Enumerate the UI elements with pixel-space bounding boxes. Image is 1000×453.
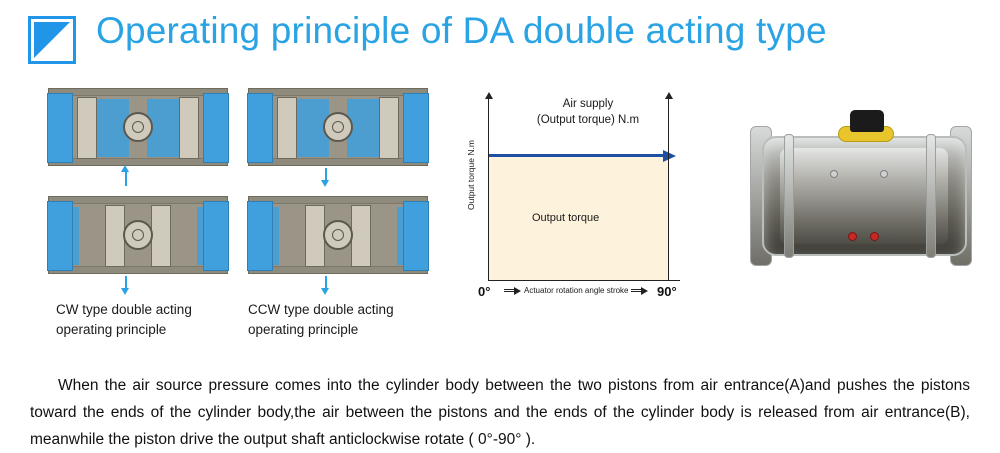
- piston-right: [379, 97, 399, 159]
- chart-x-axis-label: Actuator rotation angle stroke: [524, 286, 629, 295]
- logo-icon: [28, 16, 76, 64]
- actuator-output-shaft: [850, 110, 884, 132]
- end-cap-left: [247, 93, 273, 163]
- chart-title-line1: Air supply: [562, 98, 614, 110]
- actuator-band-left: [784, 134, 794, 258]
- cylinder-diagram-group: [40, 88, 440, 288]
- caption-ccw: [248, 300, 428, 340]
- piston-right: [351, 205, 371, 267]
- actuator-indicator-dot-2: [870, 232, 879, 241]
- chart-x-tick-90: 90°: [657, 284, 677, 299]
- arrow-right-icon-2: [631, 288, 649, 294]
- end-cap-right: [403, 93, 429, 163]
- caption-cw: [56, 300, 236, 340]
- cylinder-body: [248, 88, 428, 166]
- piston-left: [277, 97, 297, 159]
- piston-left: [105, 205, 125, 267]
- cylinder-body: [48, 196, 228, 274]
- torque-chart: [452, 90, 697, 305]
- page-title: Operating principle of DA double acting type: [96, 10, 827, 51]
- cylinder-diagram-cw-bottom: [48, 196, 228, 274]
- cylinder-body: [248, 196, 428, 274]
- end-cap-right: [203, 201, 229, 271]
- piston-left: [77, 97, 97, 159]
- cylinder-diagram-cw-top: [48, 88, 228, 166]
- piston-left: [305, 205, 325, 267]
- cylinder-diagram-ccw-top: [248, 88, 428, 166]
- product-photo: [740, 96, 990, 296]
- piston-right: [179, 97, 199, 159]
- page-header: [0, 8, 1000, 70]
- chart-y-axis-label: Output torque N.m: [466, 140, 476, 210]
- caption-ccw-line2: operating principle: [248, 322, 359, 337]
- chart-x-axis-label-wrap: [502, 286, 651, 295]
- chart-title: [488, 96, 688, 128]
- pinion-gear: [323, 220, 353, 250]
- chart-x-axis: [488, 280, 680, 281]
- actuator-screw-1: [830, 170, 838, 178]
- caption-cw-line1: CW type double acting: [56, 302, 192, 317]
- end-cap-right: [203, 93, 229, 163]
- cylinder-body: [48, 88, 228, 166]
- cylinder-diagram-ccw-bottom: [248, 196, 428, 274]
- caption-ccw-line1: CCW type double acting: [248, 302, 394, 317]
- chart-title-line2: (Output torque) N.m: [536, 114, 640, 126]
- body-paragraph: When the air source pressure comes into the cylinder body between the two pistons from air entrance(A)and pushes the pistons toward the ends of the cylinder body,the air between the pistons and the ends of the cylinder body is released from air entrance(B), meanwhile the piston drive the output shaft anticlockwise rotate ( 0°-90° ).: [30, 377, 970, 448]
- end-cap-left: [247, 201, 273, 271]
- chart-series-output-torque: [489, 154, 664, 157]
- actuator-band-right: [926, 134, 936, 258]
- actuator-transparent-shell: [780, 148, 948, 244]
- pinion-gear: [123, 220, 153, 250]
- actuator-indicator-dot-1: [848, 232, 857, 241]
- pinion-gear: [323, 112, 353, 142]
- end-cap-right: [403, 201, 429, 271]
- actuator-screw-2: [880, 170, 888, 178]
- caption-cw-line2: operating principle: [56, 322, 167, 337]
- end-cap-left: [47, 201, 73, 271]
- chart-area-label: Output torque: [532, 212, 600, 224]
- arrow-right-icon: [504, 288, 522, 294]
- piston-right: [151, 205, 171, 267]
- end-cap-left: [47, 93, 73, 163]
- chart-y-axis: [488, 98, 489, 280]
- chart-right-axis: [668, 98, 669, 280]
- chart-x-tick-0: 0°: [478, 284, 491, 299]
- pinion-gear: [123, 112, 153, 142]
